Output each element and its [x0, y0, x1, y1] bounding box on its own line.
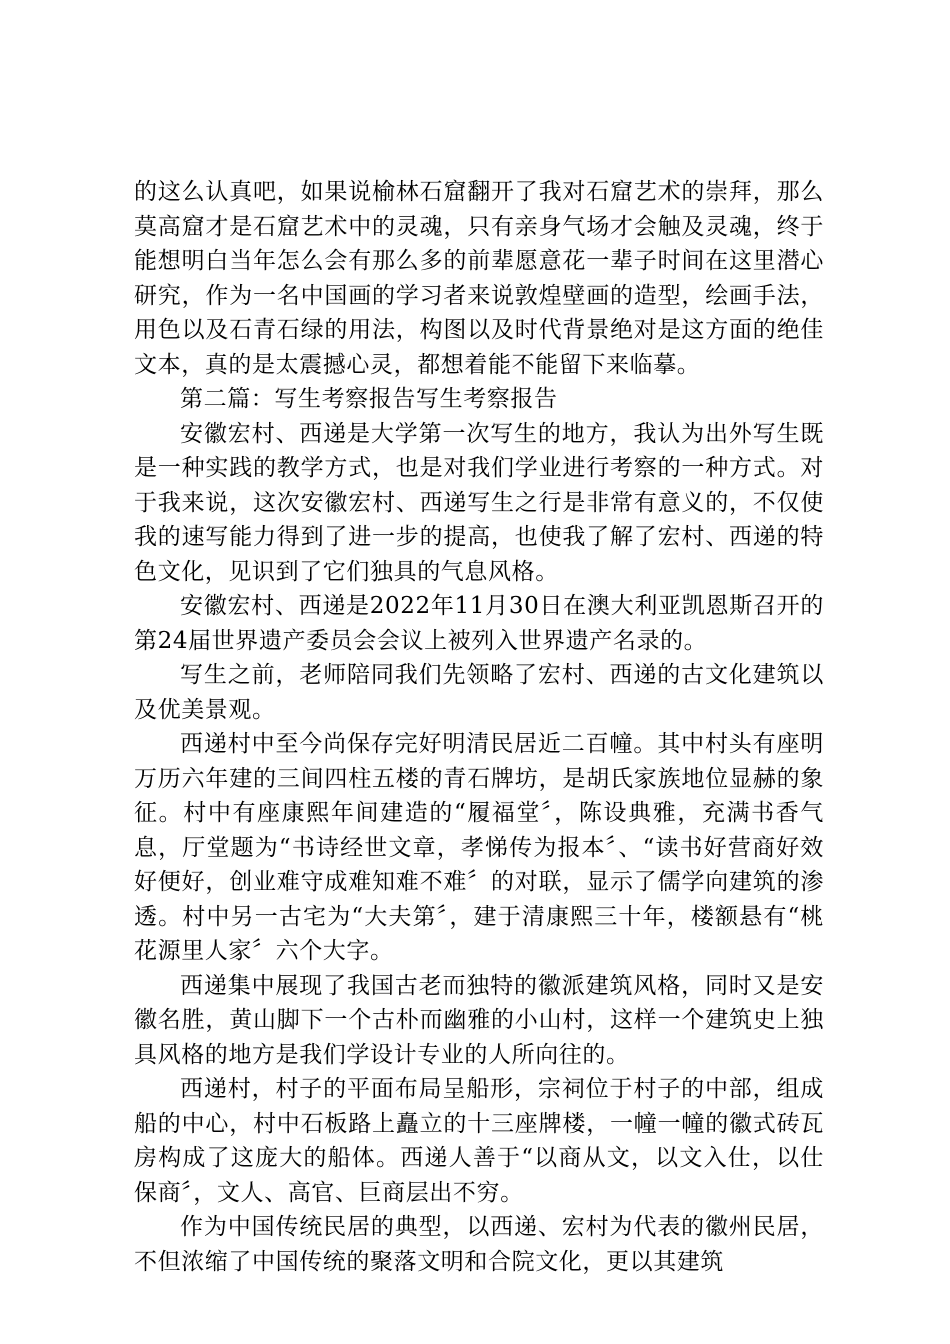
paragraph: 安徽宏村、西递是2022年11月30日在澳大利亚凯恩斯召开的第24届世界遗产委员会会议上被列入世界遗产名录的。 [134, 593, 824, 654]
paragraph: 西递村，村子的平面布局呈船形，宗祠位于村子的中部，组成船的中心，村中石板路上矗立的十三座牌楼，一幢一幢的徽式砖瓦房构成了这庞大的船体。西递人善于“以商从文，以文入仕，以仕保商〞，文人、高官、巨商层出不穷。 [134, 1076, 824, 1206]
paragraph-continuation: 的这么认真吧，如果说榆林石窟翻开了我对石窟艺术的崇拜，那么莫高窟才是石窟艺术中的灵魂，只有亲身气场才会触及灵魂，终于能想明白当年怎么会有那么多的前辈愿意花一辈子时间在这里潜心研究，作为一名中国画的学习者来说敦煌壁画的造型，绘画手法，用色以及石青石绿的用法，构图以及时代背景绝对是这方面的绝佳文本，真的是太震撼心灵，都想着能不能留下来临摹。 [134, 179, 824, 378]
section-heading: 第二篇：写生考察报告写生考察报告 [180, 386, 558, 412]
paragraph: 安徽宏村、西递是大学第一次写生的地方，我认为出外写生既是一种实践的教学方式，也是对我们学业进行考察的一种方式。对于我来说，这次安徽宏村、西递写生之行是非常有意义的，不仅使我的速写能力得到了进一步的提高，也使我了解了宏村、西递的特色文化，见识到了它们独具的气息风格。 [134, 420, 824, 585]
document-body [134, 175, 824, 1279]
paragraph: 西递集中展现了我国古老而独特的徽派建筑风格，同时又是安徽名胜，黄山脚下一个古朴而幽雅的小山村，这样一个建筑史上独具风格的地方是我们学设计专业的人所向往的。 [134, 972, 824, 1068]
paragraph: 西递村中至今尚保存完好明清民居近二百幢。其中村头有座明万历六年建的三间四柱五楼的青石牌坊，是胡氏家族地位显赫的象征。村中有座康熙年间建造的“履福堂〞，陈设典雅，充满书香气息，厅堂题为“书诗经世文章，孝悌传为报本〞、“读书好营商好效好便好，创业难守成难知难不难〞的对联，显示了儒学向建筑的渗透。村中另一古宅为“大夫第〞，建于清康熙三十年，楼额悬有“桃花源里人家〞六个大字。 [134, 731, 824, 964]
paragraph: 写生之前，老师陪同我们先领略了宏村、西递的古文化建筑以及优美景观。 [134, 662, 824, 723]
paragraph: 作为中国传统民居的典型，以西递、宏村为代表的徽州民居，不但浓缩了中国传统的聚落文明和合院文化，更以其建筑 [134, 1214, 824, 1275]
